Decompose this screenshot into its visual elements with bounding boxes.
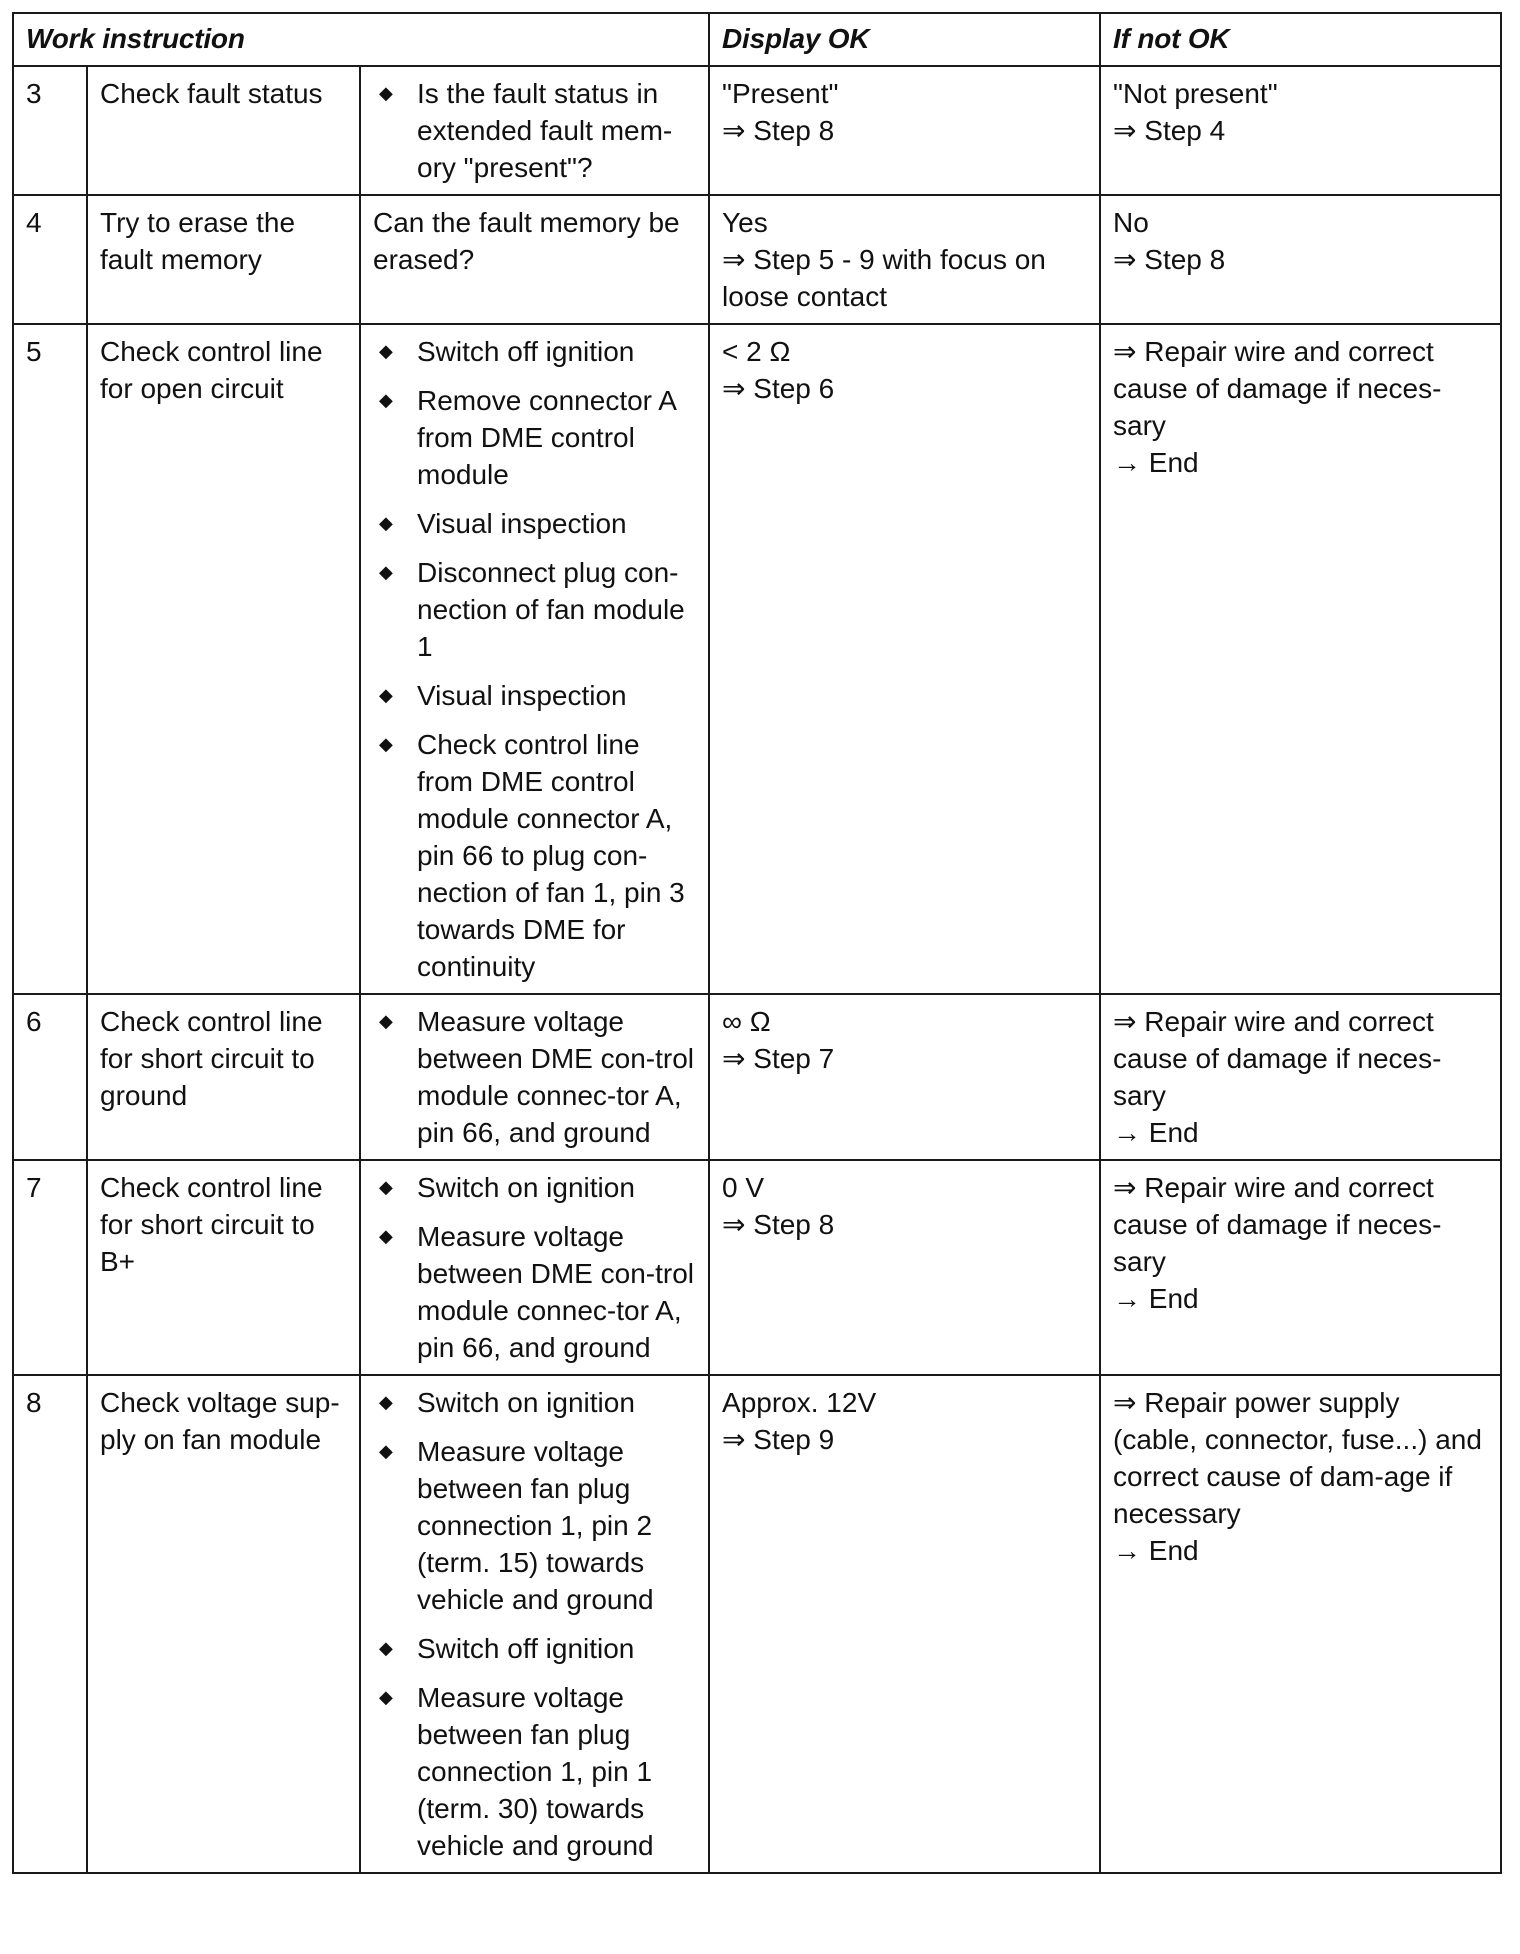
ok-value: ∞ Ω (722, 1006, 771, 1037)
table-row (13, 1375, 1501, 1873)
instruction-text: Visual inspection (417, 508, 627, 539)
instruction-text: Measure voltage between fan plug connection 1, pin 1 (term. 30) towards vehicle and ground (417, 1682, 654, 1861)
step-number: 4 (13, 195, 87, 324)
display-ok-cell (709, 195, 1100, 324)
instruction-text: Measure voltage between DME con-trol module connec-tor A, pin 66, and ground (417, 1221, 695, 1363)
not-ok-value: ⇒ Repair power supply (cable, connector, fuse...) and correct cause of dam-age if necessary (1113, 1387, 1482, 1529)
step-description: Check fault status (87, 66, 360, 195)
instruction-item (373, 1433, 698, 1618)
diamond-bullet-icon: ◆ (379, 1226, 393, 1246)
not-ok-value: ⇒ Repair wire and correct cause of damage if neces-sary (1113, 336, 1442, 441)
not-ok-cell (1100, 994, 1501, 1160)
step-number: 5 (13, 324, 87, 994)
instruction-item (373, 726, 698, 985)
step-description: Check control line for short circuit to ground (87, 994, 360, 1160)
ok-next-step: ⇒ Step 9 (722, 1424, 835, 1455)
diamond-bullet-icon: ◆ (379, 734, 393, 754)
table-row (13, 1160, 1501, 1375)
ok-value: "Present" (722, 78, 839, 109)
not-ok-cell (1100, 1160, 1501, 1375)
instruction-list (373, 1169, 698, 1366)
work-instruction-table (12, 12, 1502, 1874)
display-ok-cell (709, 994, 1100, 1160)
diamond-bullet-icon: ◆ (379, 562, 393, 582)
instruction-text: Switch on ignition (417, 1172, 635, 1203)
display-ok-cell (709, 1160, 1100, 1375)
not-ok-next-step: ⇒ Step 4 (1113, 115, 1226, 146)
instruction-item (373, 1384, 698, 1421)
diamond-bullet-icon: ◆ (379, 1177, 393, 1197)
instruction-list (373, 333, 698, 985)
ok-value: Approx. 12V (722, 1387, 877, 1418)
ok-next-step: ⇒ Step 5 - 9 with focus on loose contact (722, 244, 1046, 312)
instruction-item (373, 1218, 698, 1366)
not-ok-next-step: → End (1113, 1283, 1199, 1314)
not-ok-cell (1100, 324, 1501, 994)
step-description: Check control line for short circuit to B+ (87, 1160, 360, 1375)
instruction-text: Visual inspection (417, 680, 627, 711)
step-description: Try to erase the fault memory (87, 195, 360, 324)
diamond-bullet-icon: ◆ (379, 341, 393, 361)
diamond-bullet-icon: ◆ (379, 1441, 393, 1461)
ok-next-step: ⇒ Step 6 (722, 373, 835, 404)
instruction-text: Disconnect plug con-nection of fan module 1 (417, 557, 685, 662)
display-ok-cell (709, 66, 1100, 195)
step-number: 8 (13, 1375, 87, 1873)
diamond-bullet-icon: ◆ (379, 390, 393, 410)
instruction-text: Measure voltage between fan plug connection 1, pin 2 (term. 15) towards vehicle and ground (417, 1436, 654, 1615)
step-instruction (360, 1375, 709, 1873)
ok-value: 0 V (722, 1172, 765, 1203)
table-row (13, 994, 1501, 1160)
header-display-ok: Display OK (709, 13, 1100, 66)
ok-value: < 2 Ω (722, 336, 791, 367)
table-row (13, 195, 1501, 324)
instruction-item (373, 677, 698, 714)
instruction-text: Check control line from DME control module connector A, pin 66 to plug con-nection of fan 1, pin 3 towards DME for continuity (417, 729, 685, 982)
instruction-item (373, 1679, 698, 1864)
diamond-bullet-icon: ◆ (379, 1392, 393, 1412)
instruction-text: Switch off ignition (417, 336, 635, 367)
instruction-text: Measure voltage between DME con-trol module connec-tor A, pin 66, and ground (417, 1006, 695, 1148)
display-ok-cell (709, 1375, 1100, 1873)
not-ok-next-step: → End (1113, 1535, 1199, 1566)
not-ok-next-step: ⇒ Step 8 (1113, 244, 1226, 275)
ok-next-step: ⇒ Step 7 (722, 1043, 835, 1074)
not-ok-cell (1100, 195, 1501, 324)
diamond-bullet-icon: ◆ (379, 83, 393, 103)
step-instruction (360, 994, 709, 1160)
instruction-list (373, 1384, 698, 1864)
diamond-bullet-icon: ◆ (379, 1687, 393, 1707)
diamond-bullet-icon: ◆ (379, 1011, 393, 1031)
not-ok-value: "Not present" (1113, 78, 1278, 109)
header-if-not-ok: If not OK (1100, 13, 1501, 66)
instruction-item (373, 1630, 698, 1667)
not-ok-next-step: → End (1113, 1117, 1199, 1148)
instruction-item (373, 505, 698, 542)
instruction-text: Is the fault status in extended fault mem-ory "present"? (417, 78, 673, 183)
instruction-text: Switch on ignition (417, 1387, 635, 1418)
not-ok-cell (1100, 66, 1501, 195)
step-description: Check control line for open circuit (87, 324, 360, 994)
table-row (13, 66, 1501, 195)
instruction-list (373, 75, 698, 186)
diamond-bullet-icon: ◆ (379, 1638, 393, 1658)
step-instruction (360, 1160, 709, 1375)
diamond-bullet-icon: ◆ (379, 513, 393, 533)
not-ok-value: No (1113, 207, 1149, 238)
not-ok-next-step: → End (1113, 447, 1199, 478)
instruction-item (373, 382, 698, 493)
instruction-text: Switch off ignition (417, 1633, 635, 1664)
step-instruction: Can the fault memory be erased? (360, 195, 709, 324)
not-ok-value: ⇒ Repair wire and correct cause of damage if neces-sary (1113, 1006, 1442, 1111)
not-ok-cell (1100, 1375, 1501, 1873)
table-row (13, 324, 1501, 994)
ok-next-step: ⇒ Step 8 (722, 115, 835, 146)
diamond-bullet-icon: ◆ (379, 685, 393, 705)
instruction-item (373, 333, 698, 370)
instruction-list (373, 1003, 698, 1151)
step-instruction (360, 324, 709, 994)
instruction-item (373, 1003, 698, 1151)
step-description: Check voltage sup-ply on fan module (87, 1375, 360, 1873)
instruction-item (373, 554, 698, 665)
display-ok-cell (709, 324, 1100, 994)
instruction-text: Remove connector A from DME control module (417, 385, 676, 490)
step-number: 6 (13, 994, 87, 1160)
ok-next-step: ⇒ Step 8 (722, 1209, 835, 1240)
step-number: 7 (13, 1160, 87, 1375)
instruction-item (373, 75, 698, 186)
header-work-instruction: Work instruction (13, 13, 709, 66)
instruction-item (373, 1169, 698, 1206)
step-number: 3 (13, 66, 87, 195)
not-ok-value: ⇒ Repair wire and correct cause of damage if neces-sary (1113, 1172, 1442, 1277)
step-instruction (360, 66, 709, 195)
ok-value: Yes (722, 207, 768, 238)
table-header-row (13, 13, 1501, 66)
